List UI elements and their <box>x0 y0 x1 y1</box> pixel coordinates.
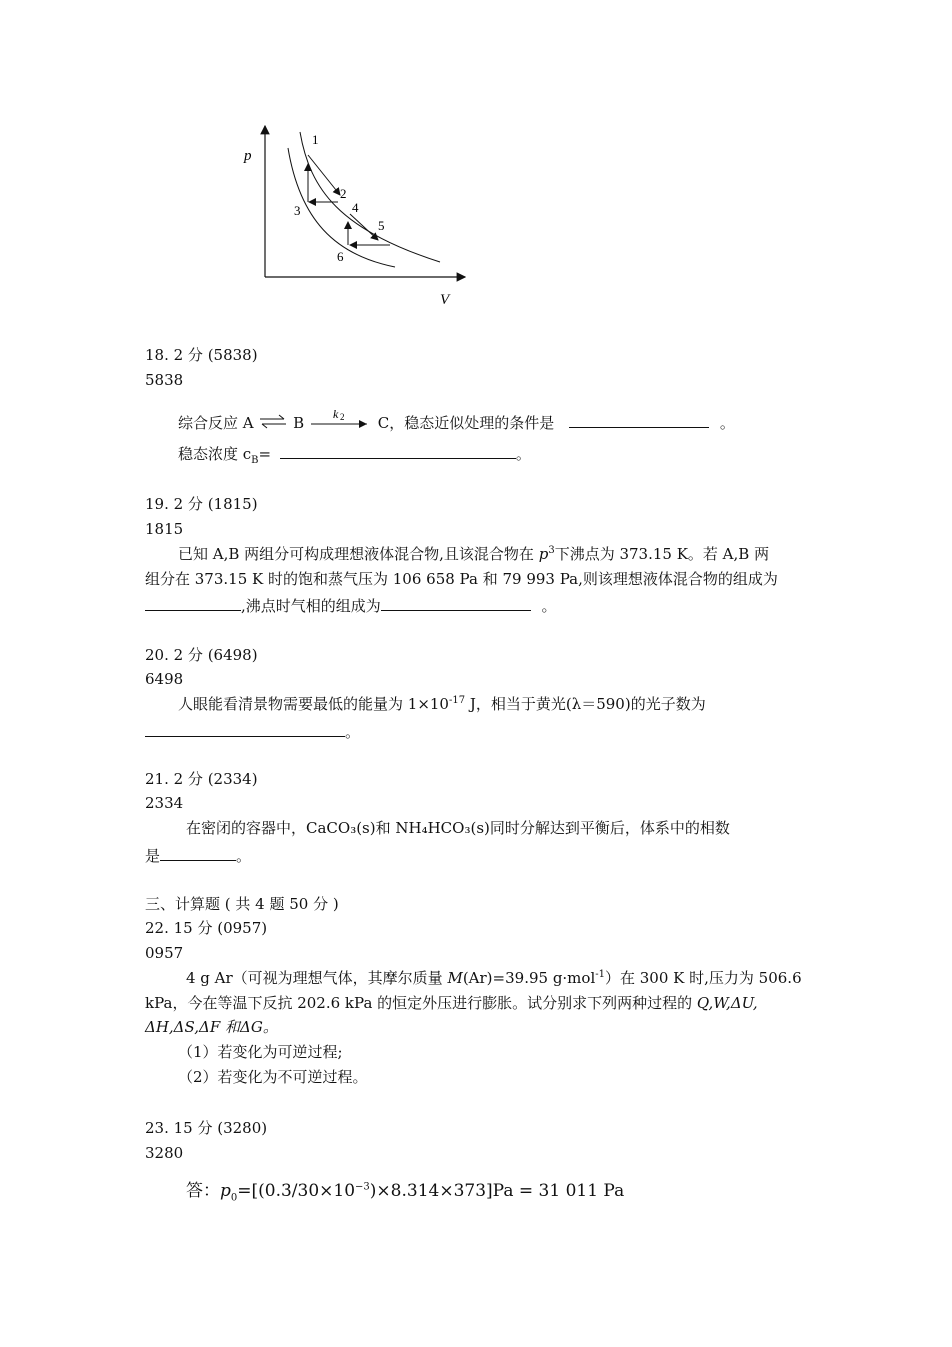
q18-steady-label: 稳态浓度 c <box>178 445 252 463</box>
q19-p-symbol: p <box>538 545 549 563</box>
q19-text-1 <box>178 544 769 564</box>
q22-header: 22. 15 分 (0957) <box>145 919 268 937</box>
q22-text-2b: Q,W, <box>696 994 731 1012</box>
q22-text-2 <box>145 993 758 1013</box>
point-label-6: 6 <box>337 249 344 264</box>
q20-answer-blank[interactable] <box>145 722 345 737</box>
q19-answer-blank-2[interactable] <box>381 596 531 611</box>
q22-text-1a: 4 g Ar（可视为理想气体，其摩尔质量 <box>186 969 448 987</box>
q18-steady-line <box>178 444 531 464</box>
point-label-4: 4 <box>352 200 359 215</box>
q23-answer-b: =[(0.3/30×10 <box>237 1181 356 1201</box>
q18-period-2: 。 <box>515 445 531 463</box>
path-4-5 <box>350 214 378 240</box>
q23-header: 23. 15 分 (3280) <box>145 1119 268 1137</box>
forward-arrow-k2 <box>309 408 373 432</box>
q22-text-1 <box>186 968 802 988</box>
q22-item-2: （2）若变化为不可逆过程。 <box>178 1068 368 1086</box>
q20-header: 20. 2 分 (6498) <box>145 646 258 664</box>
q21-text-2 <box>145 846 251 866</box>
q19-text-1b: 下沸点为 373.15 K。若 A,B 两 <box>554 545 770 563</box>
isotherm-upper <box>300 132 440 262</box>
q22-text-2a: kPa，今在等温下反抗 202.6 kPa 的恒定外压进行膨胀。试分别求下列两种过程的 <box>145 994 697 1012</box>
q19-text-3 <box>145 596 557 616</box>
svg-text:2: 2 <box>339 412 345 422</box>
q19-code: 1815 <box>145 520 184 538</box>
q18-reaction-prefix: 综合反应 A <box>178 414 254 432</box>
q19-text-3a: ,沸点时气相的组成为 <box>241 597 381 615</box>
q22-code: 0957 <box>145 944 184 962</box>
q19-answer-blank-1[interactable] <box>145 596 241 611</box>
q18-period-1: 。 <box>719 414 735 432</box>
equilibrium-arrows-icon <box>258 410 288 434</box>
q18-answer-blank-1[interactable] <box>569 413 709 428</box>
q19-text-2: 组分在 373.15 K 时的饱和蒸气压为 106 658 Pa 和 79 993 Pa,则该理想液体混合物的组成为 <box>145 570 778 588</box>
q20-code: 6498 <box>145 670 184 688</box>
q23-code: 3280 <box>145 1144 184 1162</box>
path-1-2 <box>308 155 340 195</box>
q18-code: 5838 <box>145 371 184 389</box>
q19-p-sup: 3 <box>548 545 555 556</box>
q18-reaction-suffix: C，稳态近似处理的条件是 <box>377 414 555 432</box>
q21-code: 2334 <box>145 794 184 812</box>
q18-header: 18. 2 分 (5838) <box>145 346 258 364</box>
q21-answer-blank[interactable] <box>160 846 236 861</box>
point-label-3: 3 <box>294 203 301 218</box>
q22-text-3: ΔH,ΔS,ΔF 和ΔG。 <box>145 1018 278 1036</box>
q21-text-1: 在密闭的容器中，CaCO₃(s)和 NH₄HCO₃(s)同时分解达到平衡后，体系中的相数 <box>186 819 730 837</box>
q20-text-1a: 人眼能看清景物需要最低的能量为 1×10 <box>178 695 449 713</box>
point-label-1: 1 <box>312 132 319 147</box>
q20-period: 。 <box>345 723 361 741</box>
point-label-2: 2 <box>340 186 347 201</box>
pv-cycle-diagram <box>240 120 470 310</box>
q21-header: 21. 2 分 (2334) <box>145 770 258 788</box>
q20-text-1 <box>178 694 706 714</box>
q18-answer-blank-2[interactable] <box>280 444 516 459</box>
q23-p-sub: 0 <box>230 1192 238 1204</box>
q22-text-1b: (Ar)=39.95 g·mol <box>462 969 596 987</box>
q23-answer-label: 答： <box>186 1181 220 1201</box>
q21-text-2a: 是 <box>145 847 161 865</box>
q22-M-symbol: M <box>447 969 463 987</box>
q22-text-2c: ΔU, <box>730 994 758 1012</box>
q23-p-symbol: p <box>220 1181 231 1201</box>
point-label-5: 5 <box>378 218 385 233</box>
q20-text-1b: J，相当于黄光(λ＝590)的光子数为 <box>465 695 706 713</box>
q22-mol-exponent: -1 <box>595 969 605 980</box>
q23-answer-c: )×8.314×373]Pa = 31 011 Pa <box>369 1181 625 1201</box>
q22-item-1: （1）若变化为可逆过程; <box>178 1043 343 1061</box>
q23-exponent: −3 <box>355 1181 370 1193</box>
q19-header: 19. 2 分 (1815) <box>145 495 258 513</box>
axis-label-v: V <box>440 292 450 308</box>
q22-text-1c: ）在 300 K 时,压力为 506.6 <box>605 969 802 987</box>
q18-reaction-line <box>178 408 735 434</box>
q20-text-2 <box>145 722 360 742</box>
q18-steady-sub: B <box>251 455 259 466</box>
q18-steady-eq: = <box>258 445 272 463</box>
q18-reaction-mid: B <box>293 414 305 432</box>
q20-exponent: -17 <box>448 695 466 706</box>
q23-answer <box>186 1181 625 1204</box>
axis-label-p: p <box>244 148 252 164</box>
q19-text-1a: 已知 A,B 两组分可构成理想液体混合物,且该混合物在 <box>178 545 539 563</box>
svg-text:k: k <box>332 408 339 421</box>
section3-title: 三、计算题 ( 共 4 题 50 分 ) <box>145 895 339 913</box>
q21-period: 。 <box>236 847 252 865</box>
q19-text-3b: 。 <box>536 597 557 615</box>
